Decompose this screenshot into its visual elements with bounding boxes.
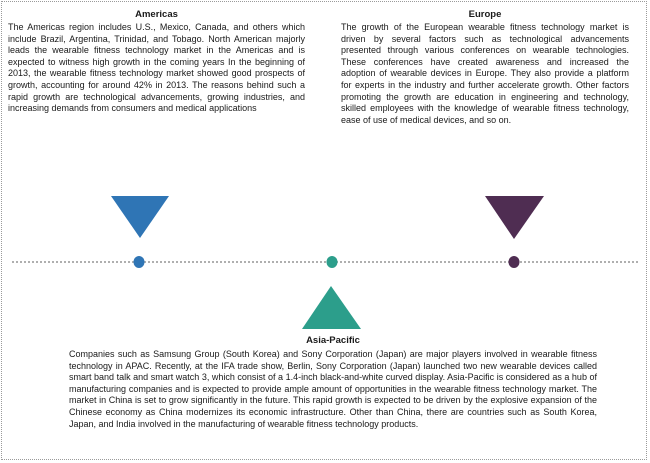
europe-region: [341, 9, 629, 126]
americas-title: Americas: [135, 9, 178, 20]
europe-marker-triangle: [485, 196, 544, 239]
apac-title: Asia-Pacific: [306, 335, 360, 346]
americas-timeline-dot: [134, 256, 145, 268]
americas-region: [8, 9, 305, 115]
americas-description: The Americas region includes U.S., Mexico, Canada, and others which include Brazil, Argentina, Trinidad, and Tobago. North American majorly leads the wearable fitness technology market in the Americas and is expected to witness high growth in the coming years In the beginning of 2013, the wearable fitness technology market showed good prospects of growth, accounting for around 42% in 2013. The reasons behind such a rapid growth are technological advancements, growing industries, and increasing demands from consumers and medical applications: [8, 22, 305, 114]
europe-title: Europe: [468, 9, 502, 20]
europe-description: The growth of the European wearable fitness technology market is driven by several factors such as technological advancements presented through various conferences on wearable technologies. These conferences have created awareness and increased the adoption of wearable devices in Europe. They also provide a platform for experts in the industry and further accelerate growth. Other factors promoting the growth are education in engineering and technology, skilled employees with the knowledge of wearable fitness technology, ease of use of medical devices, and so on.: [341, 22, 629, 125]
apac-marker-triangle: [302, 286, 361, 329]
apac-description: Companies such as Samsung Group (South Korea) and Sony Corporation (Japan) are major players involved in wearable fitness technology in APAC. Recently, at the IFA trade show, Berlin, Sony Corporation (Japan) launched two new wearable devices called smart band talk and smart watch 3, which consist of a 1.4-inch black-and-white curved display. Asia-Pacific is considered as a hub of manufacturing companies and is expected to provide ample amount of opportunities in the wearable fitness technology market. The market in China is set to grow significantly in the future. This rapid growth is expected to be driven by the explosive expansion of the Chinese economy as China modernizes its economic infrastructure. Other than China, there are countries such as South Korea, Japan, and India involved in the manufacturing of wearable fitness technology products.: [69, 349, 597, 429]
americas-marker-triangle: [111, 196, 169, 238]
apac-region: [69, 335, 597, 430]
europe-timeline-dot: [509, 256, 520, 268]
apac-timeline-dot: [327, 256, 338, 268]
